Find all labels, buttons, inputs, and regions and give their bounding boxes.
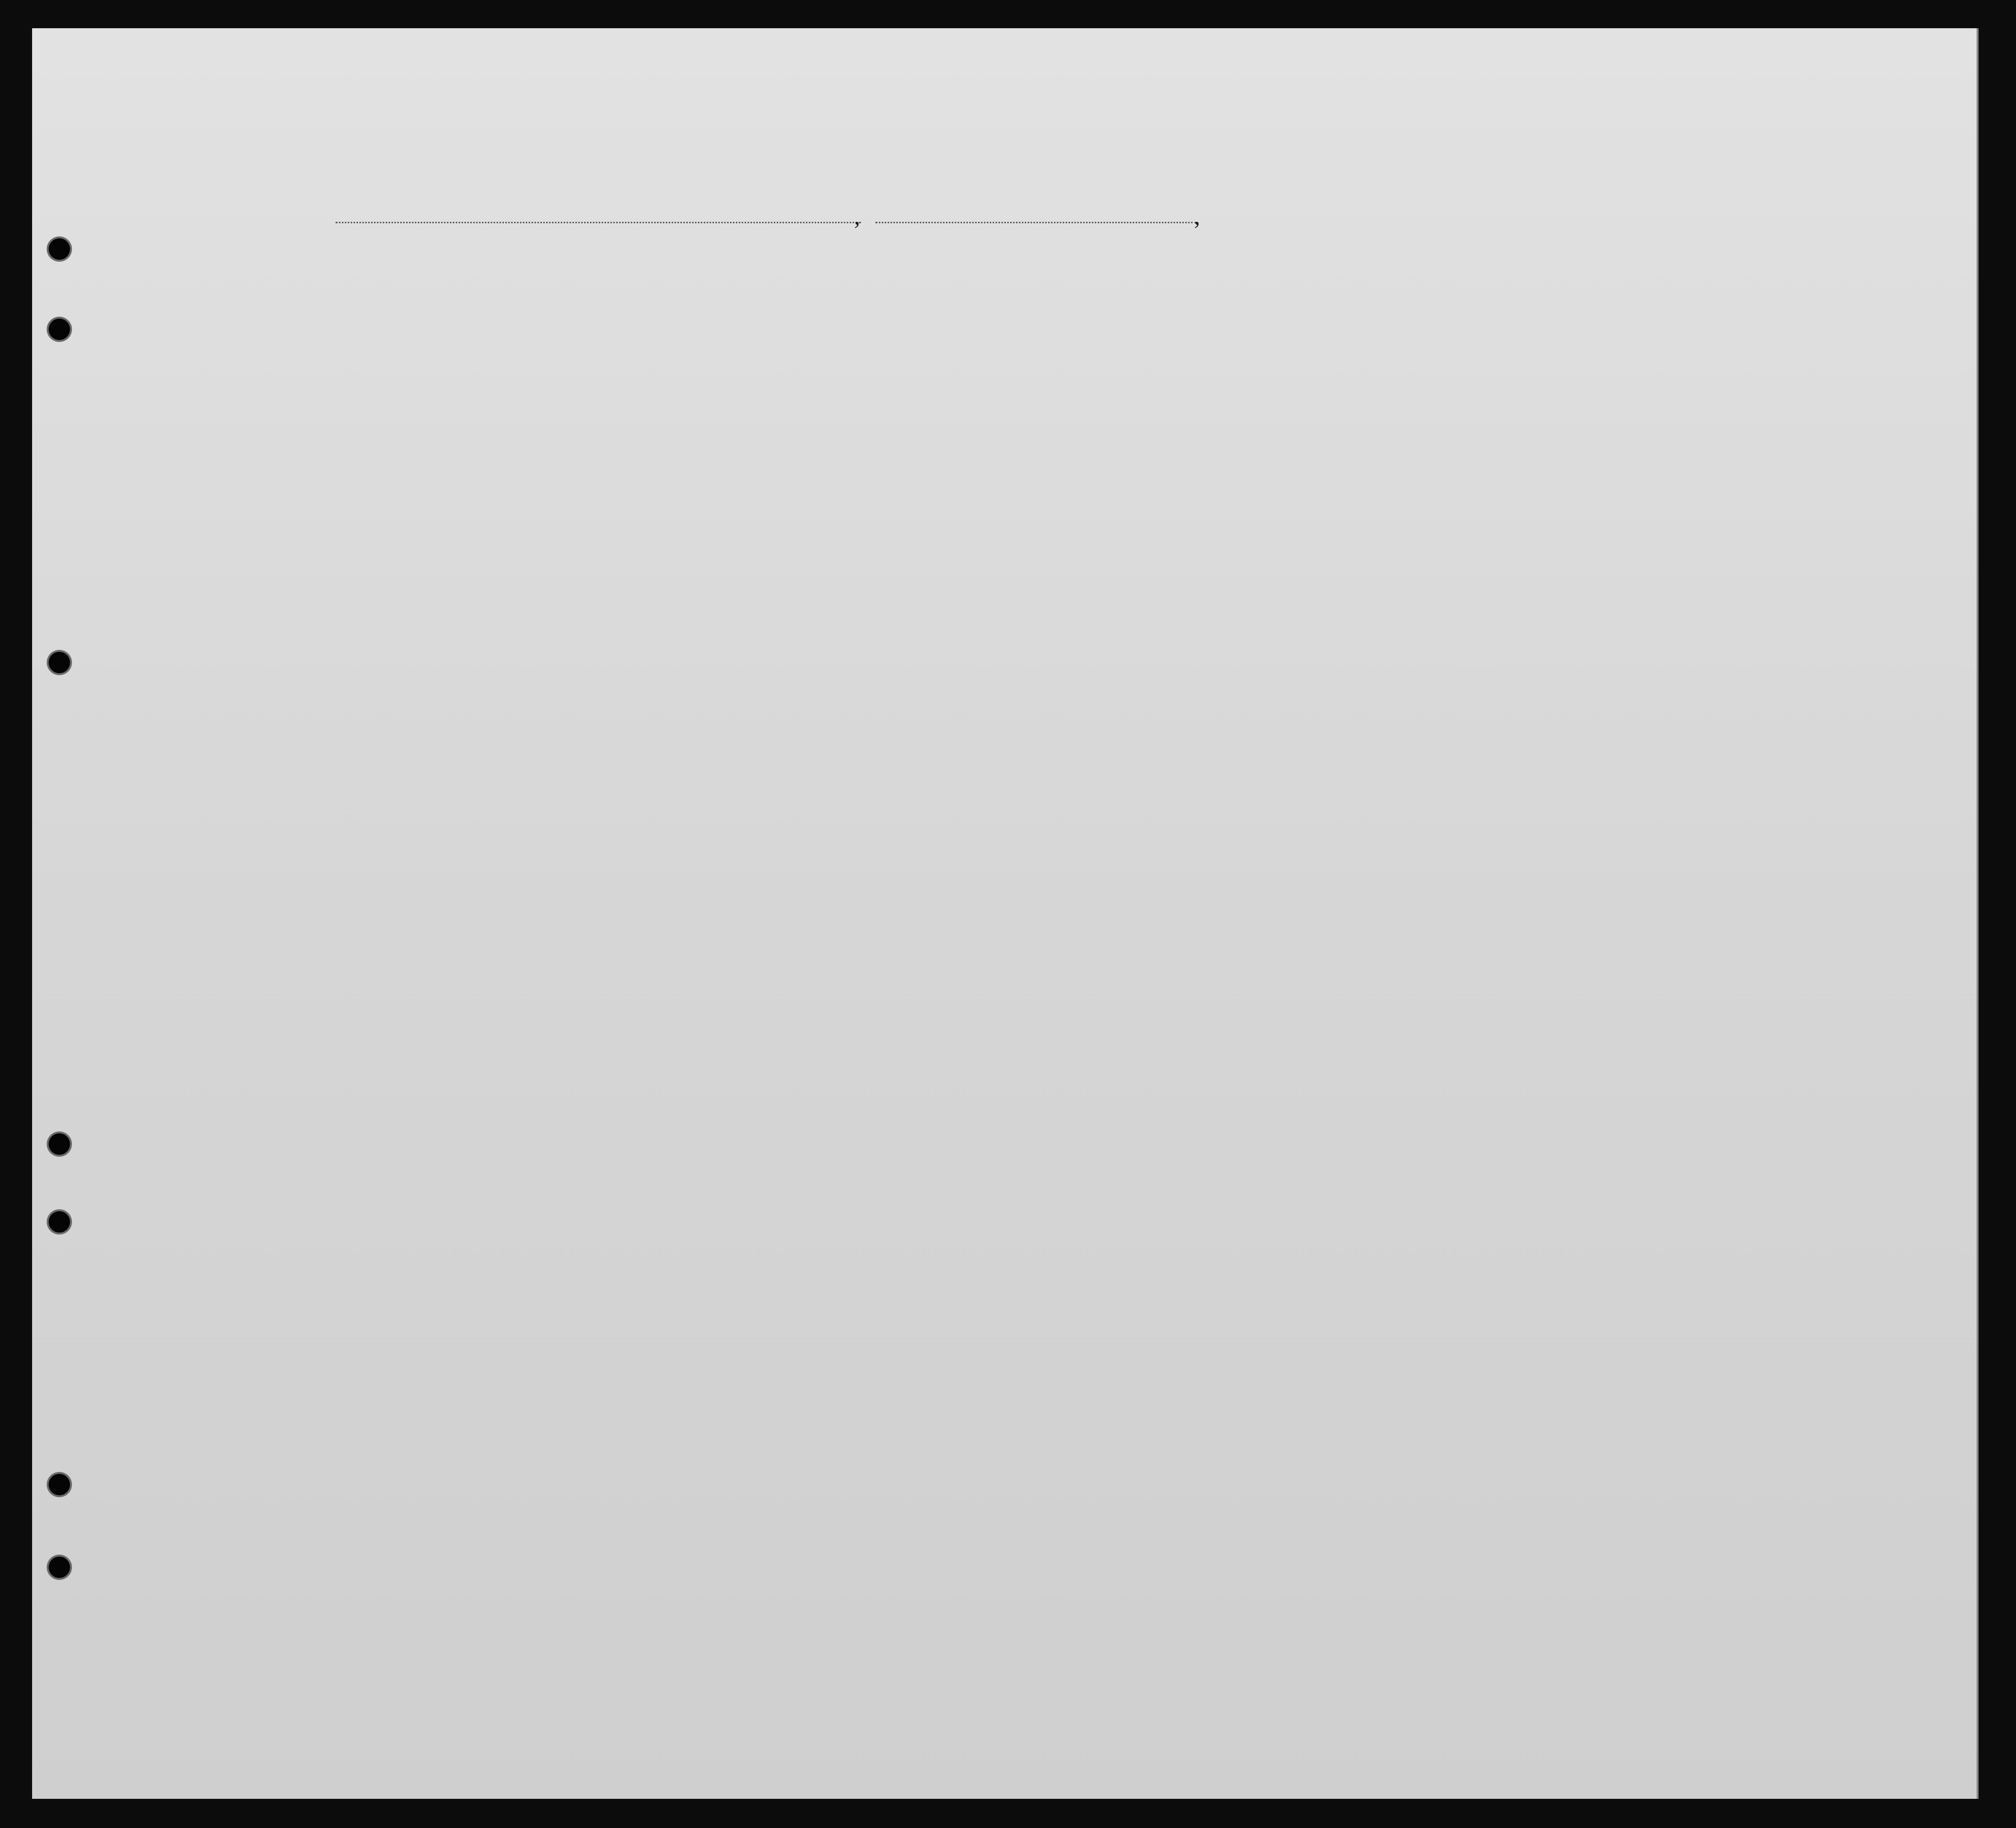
date-dotted-line: [875, 220, 1196, 223]
comma: ,: [854, 202, 860, 230]
port-dotted-line: [336, 220, 861, 223]
comma: ,: [1194, 202, 1200, 230]
